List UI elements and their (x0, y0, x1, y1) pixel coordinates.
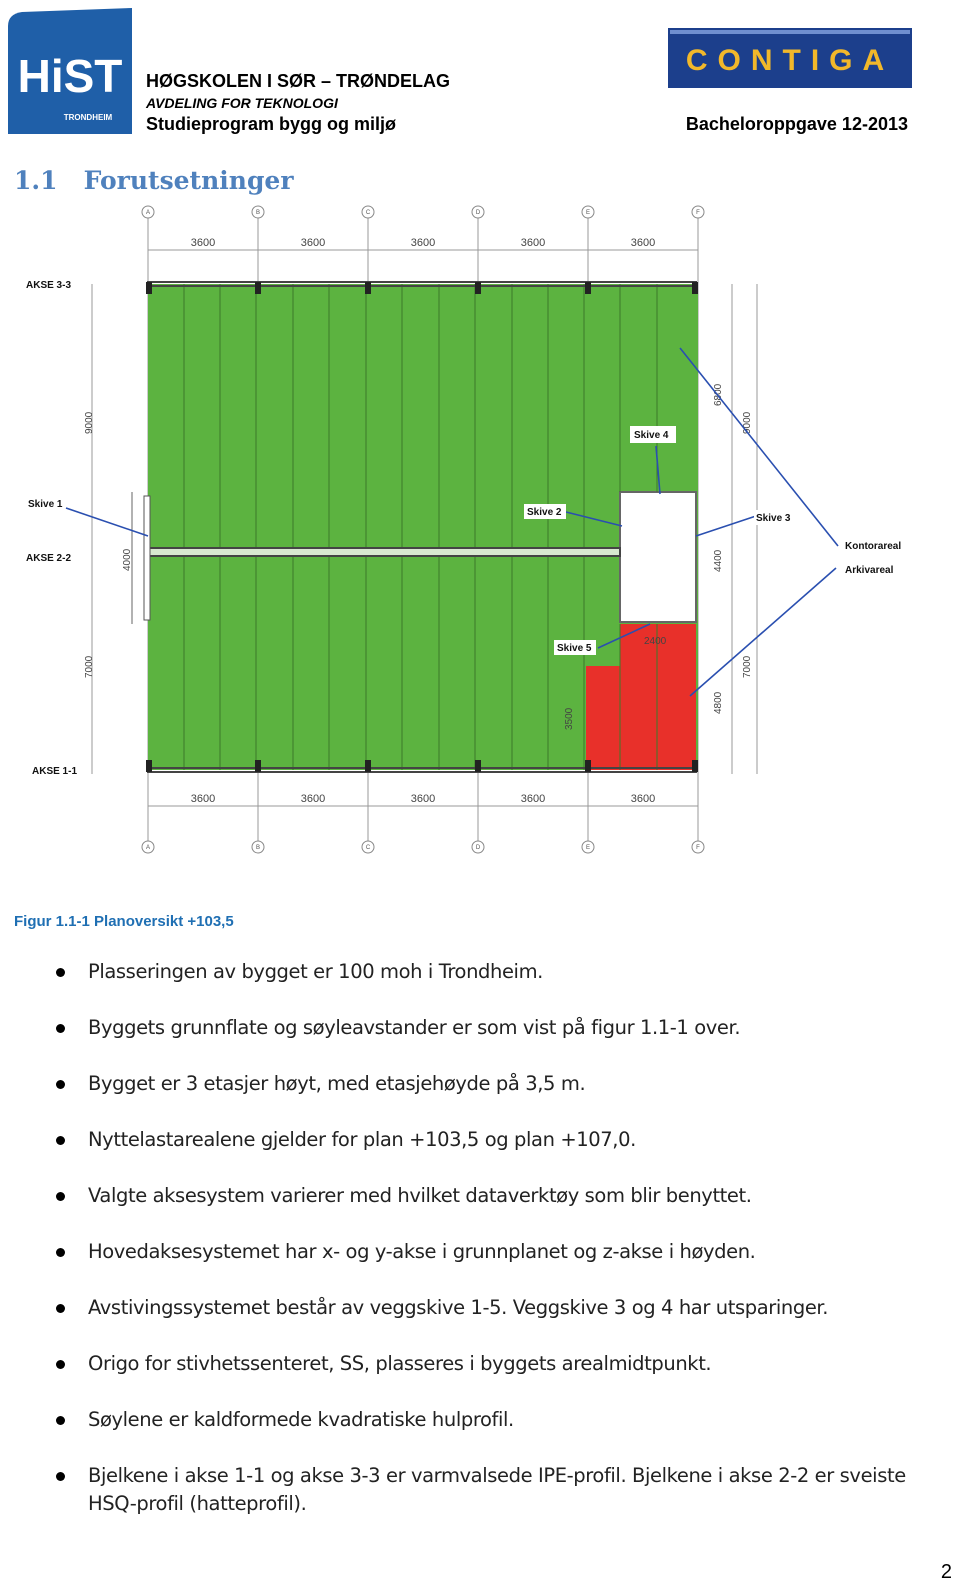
department-name: AVDELING FOR TEKNOLOGI (146, 95, 338, 111)
contiga-logo (668, 28, 912, 88)
legend-office: Kontorareal (845, 541, 902, 552)
opening (620, 492, 696, 622)
study-program: Studieprogram bygg og miljø (146, 114, 397, 134)
span-bottom-1: 3600 (190, 793, 216, 805)
list-item: Nyttelastarealene gjelder for plan +103,5 og plan +107,0. (52, 1126, 952, 1154)
bullet-icon (56, 1416, 65, 1425)
figure-caption: Figur 1.1-1 Planoversikt +103,5 (14, 913, 234, 930)
span-bottom-3: 3600 (410, 793, 436, 805)
callout-skive-2: Skive 2 (527, 507, 562, 518)
bullet-icon (56, 1360, 65, 1369)
bullet-icon (56, 1248, 65, 1257)
dim-right-lower-inner: 4800 (713, 691, 724, 714)
dim-left-upper: 9000 (84, 411, 95, 434)
dim-right-upper-outer: 9000 (742, 411, 753, 434)
bullet-icon (56, 1304, 65, 1313)
axis-letter-top-c: C (365, 210, 371, 216)
axis-label-3-3: AKSE 3-3 (26, 280, 72, 291)
contiga-logo-text: CONTIGA (685, 44, 895, 77)
hist-logo (8, 8, 132, 134)
list-item: Bygget er 3 etasjer høyt, med etasjehøyde på 3,5 m. (52, 1070, 952, 1098)
list-item: Plasseringen av bygget er 100 moh i Trondheim. (52, 958, 952, 986)
assumptions-list (52, 958, 952, 1546)
axis-label-2-2: AKSE 2-2 (26, 553, 72, 564)
list-item: Origo for stivhetssenteret, SS, plasseres i byggets arealmidtpunkt. (52, 1350, 952, 1378)
page-number: 2 (940, 1561, 952, 1583)
callout-skive-1: Skive 1 (28, 499, 63, 510)
thesis-title: Bacheloroppgave 12-2013 (685, 114, 908, 134)
span-top-3: 3600 (410, 237, 436, 249)
list-item: Valgte aksesystem varierer med hvilket dataverktøy som blir benyttet. (52, 1182, 952, 1210)
section-heading (14, 166, 294, 195)
list-item: Bjelkene i akse 1-1 og akse 3-3 er varmvalsede IPE-profil. Bjelkene i akse 2-2 er sveiste HSQ-profil (hatteprofil). (52, 1462, 952, 1518)
bullet-icon (56, 1024, 65, 1033)
dim-red-width: 2400 (644, 636, 667, 647)
axis-letter-bottom-e: E (585, 845, 591, 851)
list-item: Avstivingssystemet består av veggskive 1-5. Veggskive 3 og 4 har utsparinger. (52, 1294, 952, 1322)
callout-skive-3: Skive 3 (756, 513, 791, 524)
dim-right-middle: 4400 (713, 549, 724, 572)
dim-left-middle: 4000 (122, 548, 133, 571)
legend-archive: Arkivareal (845, 565, 894, 576)
bullet-icon (56, 1080, 65, 1089)
callout-skive-5: Skive 5 (557, 643, 592, 654)
list-item: Byggets grunnflate og søyleavstander er som vist på figur 1.1-1 over. (52, 1014, 952, 1042)
list-item: Hovedaksesystemet har x- og y-akse i grunnplanet og z-akse i høyden. (52, 1238, 952, 1266)
span-bottom-5: 3600 (630, 793, 656, 805)
list-item: Søylene er kaldformede kvadratiske hulprofil. (52, 1406, 952, 1434)
dim-red-height: 3500 (564, 707, 575, 730)
span-top-4: 3600 (520, 237, 546, 249)
dim-right-upper-inner: 6800 (713, 383, 724, 406)
bullet-icon (56, 1136, 65, 1145)
callout-skive-4: Skive 4 (634, 430, 669, 441)
dim-left-lower: 7000 (84, 655, 95, 678)
dim-right-lower-outer: 7000 (742, 655, 753, 678)
section-title: Forutsetninger (83, 166, 294, 195)
floor-plan (0, 196, 960, 872)
axis-letter-bottom-c: C (365, 845, 371, 851)
hist-logo-text: HiST (17, 50, 123, 102)
bullet-icon (56, 968, 65, 977)
axis-letter-bottom-b: B (255, 845, 261, 851)
bullet-icon (56, 1192, 65, 1201)
axis-letter-bottom-f: F (696, 845, 700, 851)
span-top-2: 3600 (300, 237, 326, 249)
hist-logo-sub: TRONDHEIM (63, 113, 113, 122)
school-name: HØGSKOLEN I SØR – TRØNDELAG (146, 71, 451, 91)
span-bottom-4: 3600 (520, 793, 546, 805)
axis-letter-top-d: D (475, 210, 481, 216)
axis-letter-top-b: B (255, 210, 261, 216)
axis-letter-bottom-a: A (145, 845, 151, 851)
span-bottom-2: 3600 (300, 793, 326, 805)
bullet-icon (56, 1472, 65, 1481)
axis-letter-top-a: A (145, 210, 151, 216)
axis-letter-top-e: E (585, 210, 591, 216)
axis-letter-bottom-d: D (475, 845, 481, 851)
axis-label-1-1: AKSE 1-1 (32, 766, 78, 777)
span-top-1: 3600 (190, 237, 216, 249)
axis-letter-top-f: F (696, 210, 700, 216)
span-top-5: 3600 (630, 237, 656, 249)
section-number: 1.1 (14, 166, 58, 195)
